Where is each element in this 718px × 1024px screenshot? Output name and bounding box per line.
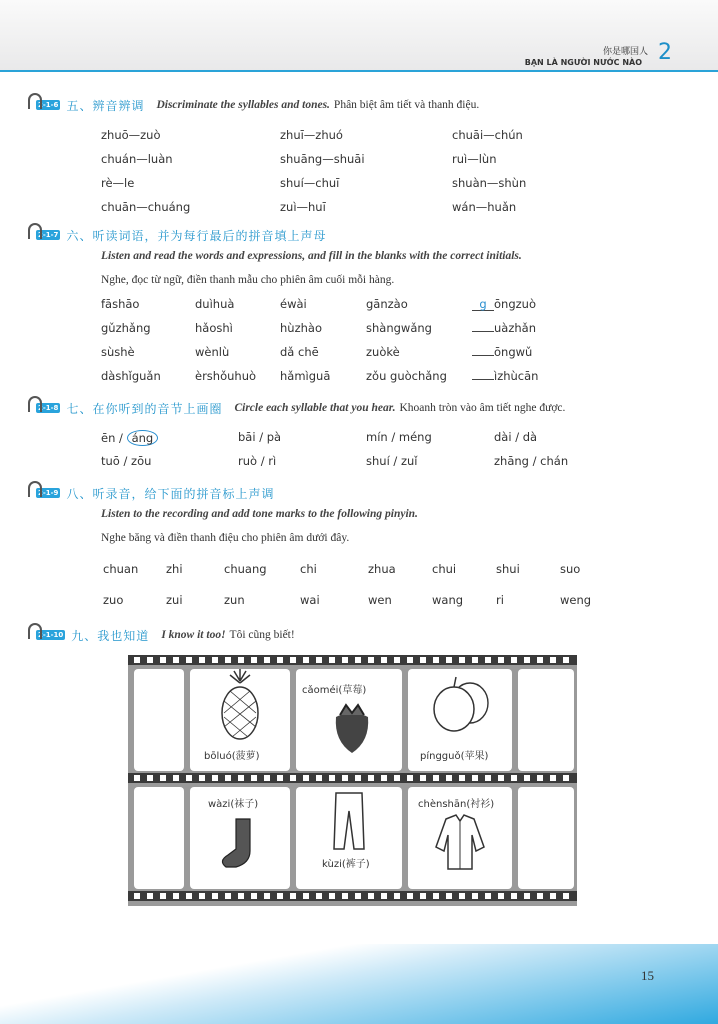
word-item: gānzào: [366, 297, 408, 311]
sprocket-hole: [407, 657, 413, 663]
syllable-option[interactable]: ruò: [238, 454, 258, 468]
headphones-icon[interactable]: 2-1-6: [28, 97, 60, 113]
unit-number: 2: [658, 40, 672, 65]
word-item: shàngwǎng: [366, 321, 432, 335]
sprocket-hole: [355, 775, 361, 781]
sprocket-hole: [498, 657, 504, 663]
word-item: dǎ chē: [280, 345, 319, 359]
sprocket-hole: [459, 657, 465, 663]
frame-pants: [296, 787, 402, 889]
pinyin-item[interactable]: chuang: [224, 562, 267, 576]
separator: /: [511, 430, 523, 444]
frame-strawberry: [296, 669, 402, 771]
syllable-option[interactable]: shuí: [366, 454, 390, 468]
pinyin-remainder: ìzhùcān: [494, 369, 539, 383]
sprocket-hole: [524, 775, 530, 781]
syllable-pair: ruì—lùn: [452, 152, 497, 166]
sprocket-hole: [342, 775, 348, 781]
footer-band: [0, 944, 718, 1024]
sprocket-hole: [238, 893, 244, 899]
pinyin-item[interactable]: zhua: [368, 562, 396, 576]
frame-socks: [190, 787, 290, 889]
sprocket-hole: [277, 775, 283, 781]
film-frame-empty: [518, 787, 574, 889]
label-pineapple: bōluó(菠萝): [204, 751, 260, 762]
section-title-en: Circle each syllable that you hear.: [234, 402, 396, 414]
section-6-instruction-en: Listen and read the words and expressions, and fill in the blanks with the correct initials.: [101, 250, 522, 262]
headphones-icon[interactable]: 2-1-8: [28, 400, 60, 416]
syllable-choice: [238, 430, 281, 444]
syllable-option[interactable]: dài: [494, 430, 512, 444]
sprocket-hole: [537, 775, 543, 781]
section-title-en: Discriminate the syllables and tones.: [156, 99, 330, 111]
sprocket-hole: [186, 893, 192, 899]
sprocket-hole: [355, 893, 361, 899]
frame-shirt: [408, 787, 512, 889]
sprocket-hole: [498, 775, 504, 781]
fill-initial-item: [472, 345, 532, 359]
syllable-option[interactable]: ēn: [101, 431, 116, 445]
initial-blank-input[interactable]: g: [472, 298, 494, 311]
syllable-choice: [494, 454, 568, 468]
apple-icon: [408, 669, 512, 749]
sprocket-hole: [381, 775, 387, 781]
film-frame-empty: [134, 787, 184, 889]
separator: /: [257, 454, 269, 468]
pinyin-item[interactable]: ri: [496, 593, 504, 607]
syllable-pair: zhuō—zuò: [101, 128, 161, 142]
sprocket-hole: [264, 775, 270, 781]
section-title-cn: 六、听读词语，并为每行最后的拼音填上声母: [66, 228, 327, 243]
word-item: èrshǒuhuò: [195, 369, 257, 383]
sprocket-hole: [251, 893, 257, 899]
section-7-heading: [28, 398, 565, 418]
syllable-pair: zuì—huī: [280, 200, 326, 214]
sprocket-hole: [238, 657, 244, 663]
sprocket-hole: [472, 893, 478, 899]
sprocket-hole: [446, 657, 452, 663]
frame-apple: [408, 669, 512, 771]
word-item: zuòkè: [366, 345, 400, 359]
sprocket-hole: [524, 893, 530, 899]
sprocket-hole: [394, 775, 400, 781]
syllable-option[interactable]: áng: [127, 430, 159, 446]
film-sprockets-bottom: [128, 891, 577, 901]
section-9-heading: [28, 625, 295, 645]
separator: /: [115, 431, 127, 445]
word-item: gǔzhǎng: [101, 321, 151, 335]
separator: /: [119, 454, 132, 468]
label-apple: píngguǒ(苹果): [420, 751, 489, 762]
sprocket-hole: [420, 657, 426, 663]
sprocket-hole: [134, 657, 140, 663]
pinyin-item[interactable]: chi: [300, 562, 317, 576]
fill-initial-item: [472, 297, 536, 311]
sprocket-hole: [420, 775, 426, 781]
headphones-icon[interactable]: 2-1-10: [28, 627, 65, 643]
word-item: zǒu guòchǎng: [366, 369, 447, 383]
section-6-heading: [28, 225, 338, 245]
sprocket-hole: [342, 657, 348, 663]
syllable-choice: [366, 454, 417, 468]
syllable-option[interactable]: zuǐ: [400, 454, 418, 468]
sprocket-hole: [459, 893, 465, 899]
headphones-icon[interactable]: 2-1-9: [28, 485, 60, 501]
initial-blank-input[interactable]: [472, 331, 494, 332]
pinyin-item[interactable]: weng: [560, 593, 592, 607]
label-pants: kùzi(裤子): [322, 859, 370, 870]
pineapple-icon: [190, 669, 290, 749]
sprocket-hole: [550, 893, 556, 899]
sprocket-hole: [303, 657, 309, 663]
syllable-pair: chuāi—chún: [452, 128, 523, 142]
syllable-option[interactable]: tuō: [101, 454, 120, 468]
sprocket-hole: [329, 893, 335, 899]
label-socks: wàzi(袜子): [208, 799, 259, 810]
sprocket-hole: [498, 893, 504, 899]
sprocket-hole: [368, 657, 374, 663]
syllable-choice: [101, 430, 158, 446]
sprocket-hole: [511, 657, 517, 663]
sprocket-hole: [316, 657, 322, 663]
separator: /: [387, 430, 399, 444]
word-item: dàshǐguǎn: [101, 369, 161, 383]
film-frame-empty: [518, 669, 574, 771]
header-rule: [0, 70, 718, 72]
sprocket-hole: [446, 893, 452, 899]
sprocket-hole: [316, 893, 322, 899]
sprocket-hole: [147, 775, 153, 781]
initial-blank-input[interactable]: [472, 379, 494, 380]
pinyin-item[interactable]: zhi: [166, 562, 183, 576]
label-strawberry: cǎoméi(草莓): [302, 685, 367, 696]
sprocket-hole: [264, 893, 270, 899]
sprocket-hole: [173, 775, 179, 781]
pinyin-item[interactable]: suo: [560, 562, 581, 576]
syllable-pair: wán—huǎn: [452, 200, 517, 214]
sprocket-hole: [134, 775, 140, 781]
separator: /: [255, 430, 267, 444]
syllable-option[interactable]: chán: [540, 454, 569, 468]
word-item: fāshāo: [101, 297, 140, 311]
syllable-choice: [101, 454, 151, 468]
pinyin-item[interactable]: wen: [368, 593, 392, 607]
sprocket-hole: [264, 657, 270, 663]
pinyin-item[interactable]: chui: [432, 562, 457, 576]
header-chinese: 你是哪国人: [602, 47, 648, 57]
sprocket-hole: [212, 775, 218, 781]
syllable-pair: shuàn—shùn: [452, 176, 527, 190]
syllable-pair: zhuī—zhuó: [280, 128, 343, 142]
sprocket-hole: [537, 657, 543, 663]
sprocket-hole: [407, 775, 413, 781]
sprocket-hole: [485, 657, 491, 663]
sprocket-hole: [160, 775, 166, 781]
sprocket-hole: [277, 657, 283, 663]
sprocket-hole: [433, 893, 439, 899]
section-title-cn: 七、在你听到的音节上画圈: [66, 401, 223, 416]
sprocket-hole: [563, 775, 569, 781]
word-item: sùshè: [101, 345, 135, 359]
sprocket-hole: [277, 893, 283, 899]
sprocket-hole: [251, 775, 257, 781]
syllable-pair: shuí—chuī: [280, 176, 340, 190]
pinyin-item[interactable]: zui: [166, 593, 183, 607]
sprocket-hole: [368, 775, 374, 781]
section-8-instruction-en: Listen to the recording and add tone marks to the following pinyin.: [101, 508, 418, 520]
sprocket-hole: [537, 893, 543, 899]
syllable-option[interactable]: zōu: [131, 454, 152, 468]
section-title-en: I know it too!: [161, 629, 226, 641]
sprocket-hole: [433, 657, 439, 663]
pinyin-item[interactable]: zuo: [103, 593, 124, 607]
sprocket-hole: [316, 775, 322, 781]
sprocket-hole: [433, 775, 439, 781]
section-title-vn: Tôi cũng biết!: [229, 629, 295, 641]
sprocket-hole: [381, 657, 387, 663]
sprocket-hole: [368, 893, 374, 899]
sprocket-hole: [407, 893, 413, 899]
fill-initial-item: [472, 321, 536, 335]
film-sprockets-top: [128, 655, 577, 665]
sprocket-hole: [563, 893, 569, 899]
syllable-option[interactable]: zhāng: [494, 454, 529, 468]
sprocket-hole: [472, 657, 478, 663]
syllable-choice: [494, 430, 537, 444]
sprocket-hole: [186, 657, 192, 663]
pinyin-item[interactable]: zun: [224, 593, 245, 607]
sprocket-hole: [511, 893, 517, 899]
sprocket-hole: [186, 775, 192, 781]
sprocket-hole: [290, 893, 296, 899]
sprocket-hole: [225, 893, 231, 899]
sprocket-hole: [225, 657, 231, 663]
section-title-cn: 八、听录音，给下面的拼音标上声调: [66, 486, 275, 501]
sprocket-hole: [147, 657, 153, 663]
sprocket-hole: [238, 775, 244, 781]
sprocket-hole: [199, 775, 205, 781]
separator: /: [389, 454, 401, 468]
word-item: éwài: [280, 297, 307, 311]
sprocket-hole: [303, 893, 309, 899]
section-5-heading: [28, 95, 479, 115]
sprocket-hole: [212, 893, 218, 899]
pinyin-item[interactable]: shui: [496, 562, 520, 576]
sprocket-hole: [160, 657, 166, 663]
word-item: hǎmìguā: [280, 369, 331, 383]
word-item: wènlù: [195, 345, 230, 359]
section-title-cn: 五、辨音辨调: [66, 98, 145, 113]
pants-icon: [296, 787, 402, 857]
sprocket-hole: [329, 657, 335, 663]
sprocket-hole: [199, 657, 205, 663]
pinyin-item[interactable]: wai: [300, 593, 320, 607]
section-8-instruction-vn: Nghe băng và điền thanh điệu cho phiên âm dưới đây.: [101, 532, 350, 544]
sprocket-hole: [472, 775, 478, 781]
pinyin-remainder: uàzhǎn: [494, 321, 536, 335]
pinyin-remainder: ōngzuò: [494, 297, 536, 311]
header-vietnamese: BẠN LÀ NGƯỜI NƯỚC NÀO: [524, 58, 642, 67]
syllable-pair: rè—le: [101, 176, 135, 190]
syllable-choice: [238, 454, 276, 468]
pinyin-item[interactable]: chuan: [103, 562, 139, 576]
syllable-option[interactable]: méng: [398, 430, 432, 444]
headphones-icon[interactable]: 2-1-7: [28, 227, 60, 243]
sprocket-hole: [563, 657, 569, 663]
sprocket-hole: [303, 775, 309, 781]
sprocket-hole: [381, 893, 387, 899]
sprocket-hole: [290, 775, 296, 781]
section-title-vn: Khoanh tròn vào âm tiết nghe được.: [399, 402, 566, 414]
syllable-option[interactable]: bāi: [238, 430, 256, 444]
sprocket-hole: [446, 775, 452, 781]
pinyin-remainder: ōngwǔ: [494, 345, 533, 359]
syllable-option[interactable]: mín: [366, 430, 388, 444]
frame-pineapple: [190, 669, 290, 771]
syllable-pair: shuāng—shuāi: [280, 152, 365, 166]
sprocket-hole: [342, 893, 348, 899]
sprocket-hole: [394, 657, 400, 663]
sprocket-hole: [550, 775, 556, 781]
syllable-option[interactable]: dà: [522, 430, 538, 444]
sprocket-hole: [173, 657, 179, 663]
sprocket-hole: [394, 893, 400, 899]
word-item: hǎoshì: [195, 321, 233, 335]
fill-initial-item: [472, 369, 538, 383]
syllable-choice: [366, 430, 432, 444]
syllable-pair: chuān—chuáng: [101, 200, 191, 214]
film-frame-empty: [134, 669, 184, 771]
sprocket-hole: [160, 893, 166, 899]
section-title-cn: 九、我也知道: [71, 628, 150, 643]
sprocket-hole: [173, 893, 179, 899]
pinyin-item[interactable]: wang: [432, 593, 464, 607]
syllable-pair: chuán—luàn: [101, 152, 173, 166]
sprocket-hole: [225, 775, 231, 781]
label-shirt: chènshān(衬衫): [418, 799, 495, 810]
sprocket-hole: [511, 775, 517, 781]
page-number: 15: [641, 968, 654, 983]
sprocket-hole: [485, 893, 491, 899]
separator: /: [528, 454, 541, 468]
sprocket-hole: [524, 657, 530, 663]
sprocket-hole: [290, 657, 296, 663]
syllable-option[interactable]: pà: [266, 430, 282, 444]
sprocket-hole: [420, 893, 426, 899]
sprocket-hole: [212, 657, 218, 663]
sprocket-hole: [550, 657, 556, 663]
sprocket-hole: [459, 775, 465, 781]
film-sprockets-middle: [128, 773, 577, 783]
syllable-option[interactable]: rì: [268, 454, 277, 468]
sprocket-hole: [199, 893, 205, 899]
word-item: hùzhào: [280, 321, 322, 335]
sprocket-hole: [251, 657, 257, 663]
section-8-heading: [28, 483, 286, 503]
sprocket-hole: [147, 893, 153, 899]
sprocket-hole: [329, 775, 335, 781]
initial-blank-input[interactable]: [472, 355, 494, 356]
sprocket-hole: [134, 893, 140, 899]
sprocket-hole: [485, 775, 491, 781]
word-item: duìhuà: [195, 297, 235, 311]
sprocket-hole: [355, 657, 361, 663]
section-6-instruction-vn: Nghe, đọc từ ngữ, điền thanh mẫu cho phiên âm cuối mỗi hàng.: [101, 274, 395, 286]
section-title-vn: Phân biệt âm tiết và thanh điệu.: [333, 99, 480, 111]
